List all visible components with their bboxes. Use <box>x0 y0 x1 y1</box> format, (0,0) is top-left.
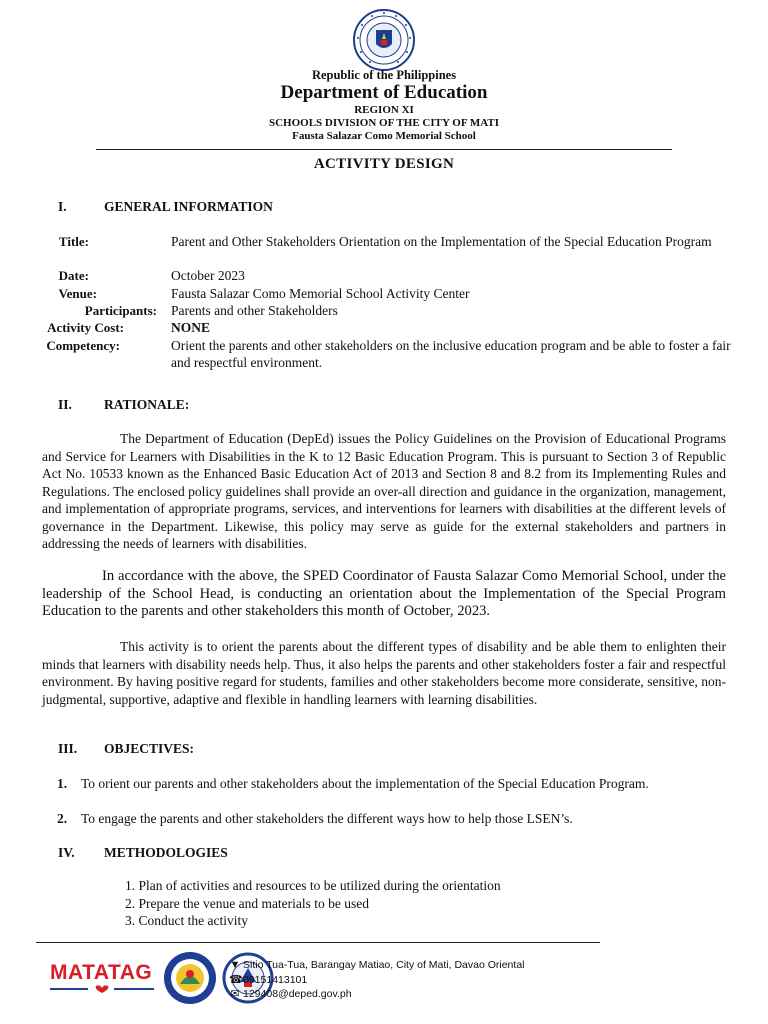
mail-icon: ✉ <box>230 988 240 1000</box>
header-divider <box>96 149 672 150</box>
section-number: III. <box>58 741 78 756</box>
rationale-paragraph-1: The Department of Education (DepEd) issues the Policy Guidelines on the Provision of Educational Programs and Service for Learners with Disabilities in the K to 12 Basic Education Program. This is pursuant to Section 3 of Republic Act No. 10533 known as the Enhanced Basic Education Act of 2013 and Section 8 and 8.2 from its Implementing Rules and Regulations. The enclosed policy guidelines shall provide an over-all direction and guidance in the organization, management, and implementation of appropriate programs, services, and interventions for learners with disabilities at the different levels of governance in the Department. Likewise, this policy may serve as guide for the external stakeholders and partners in addressing the needs of learners with disabilities. <box>42 431 726 551</box>
field-label-activity-cost: Activity Cost: <box>47 320 124 335</box>
section-title: METHODOLOGIES <box>104 845 228 860</box>
department-name: Department of Education <box>280 82 488 103</box>
objective-text: To engage the parents and other stakeholders the different ways how to help those LSEN’s. <box>81 811 573 826</box>
section-title: GENERAL INFORMATION <box>104 199 273 214</box>
matatag-logo: MATATAG <box>50 961 153 984</box>
section-title: OBJECTIVES: <box>104 741 195 756</box>
section-number: I. <box>58 199 67 214</box>
field-value-title: Parent and Other Stakeholders Orientation on the Implementation of the Special Education Program <box>171 234 712 249</box>
republic-line: Republic of the Philippines <box>311 68 457 82</box>
field-value-activity-cost: NONE <box>171 320 211 335</box>
objective-number: 2. <box>57 811 68 826</box>
objective-number: 1. <box>57 776 68 791</box>
field-label-date: Date: <box>58 268 89 283</box>
footer-phone: ☎09151413101 <box>229 974 308 986</box>
rationale-paragraph-3: This activity is to orient the parents about the different types of disability and be able them to enlighten their minds that learners with disability needs help. Thus, it also helps the parents and other stakeholders foster a fair and respectful environment. By having positive regard for students, families and other stakeholders become more considerate, sensitive, non-judgmental, supportive, adaptive and flexible in handling learners with learning disabilities. <box>42 639 726 707</box>
document-title: ACTIVITY DESIGN <box>313 156 455 172</box>
footer-divider <box>36 942 600 943</box>
objective-item <box>57 810 733 827</box>
phone-icon: ☎ <box>229 974 243 986</box>
methodology-item: 1. Plan of activities and resources to be utilized during the orientation <box>125 878 501 893</box>
section-number: II. <box>58 397 72 412</box>
field-label-participants: Participants: <box>84 303 157 318</box>
map-pin-icon: ▼ <box>229 959 241 971</box>
section-number: IV. <box>58 845 75 860</box>
footer-email: ✉ 129408@deped.gov.ph <box>230 988 352 1000</box>
region-line: REGION XI <box>354 104 414 116</box>
methodology-item: 2. Prepare the venue and materials to be used <box>125 896 370 911</box>
field-value-participants: Parents and other Stakeholders <box>171 303 338 318</box>
school-line: Fausta Salazar Como Memorial School <box>292 130 476 142</box>
field-label-competency: Competency: <box>46 338 120 353</box>
field-value-date: October 2023 <box>171 268 245 283</box>
section-title: RATIONALE: <box>104 397 190 412</box>
field-value-competency: Orient the parents and other stakeholders on the inclusive education program and be able to foster a fair and respectful environment. <box>171 338 731 370</box>
field-label-venue: Venue: <box>58 286 97 301</box>
division-line: SCHOOLS DIVISION OF THE CITY OF MATI <box>268 117 500 129</box>
division-seal-logo <box>162 950 218 1006</box>
objective-item <box>57 775 733 792</box>
field-value-venue: Fausta Salazar Como Memorial School Activity Center <box>171 286 470 301</box>
field-label-title: Title: <box>58 234 89 249</box>
matatag-tagline-graphic <box>50 985 154 993</box>
objective-text: To orient our parents and other stakeholders about the implementation of the Special Education Program. <box>81 776 649 791</box>
rationale-paragraph-2: In accordance with the above, the SPED Coordinator of Fausta Salazar Como Memorial School, under the leadership of the School Head, is conducting an orientation about the Implementation of the Special Program Education to the parents and other stakeholders this month of October, 2023. <box>42 568 726 620</box>
deped-seal-logo <box>346 8 422 72</box>
footer-address: ▼ Sitio Tua-Tua, Barangay Matiao, City of Mati, Davao Oriental <box>229 959 525 971</box>
methodology-item: 3. Conduct the activity <box>125 913 248 928</box>
